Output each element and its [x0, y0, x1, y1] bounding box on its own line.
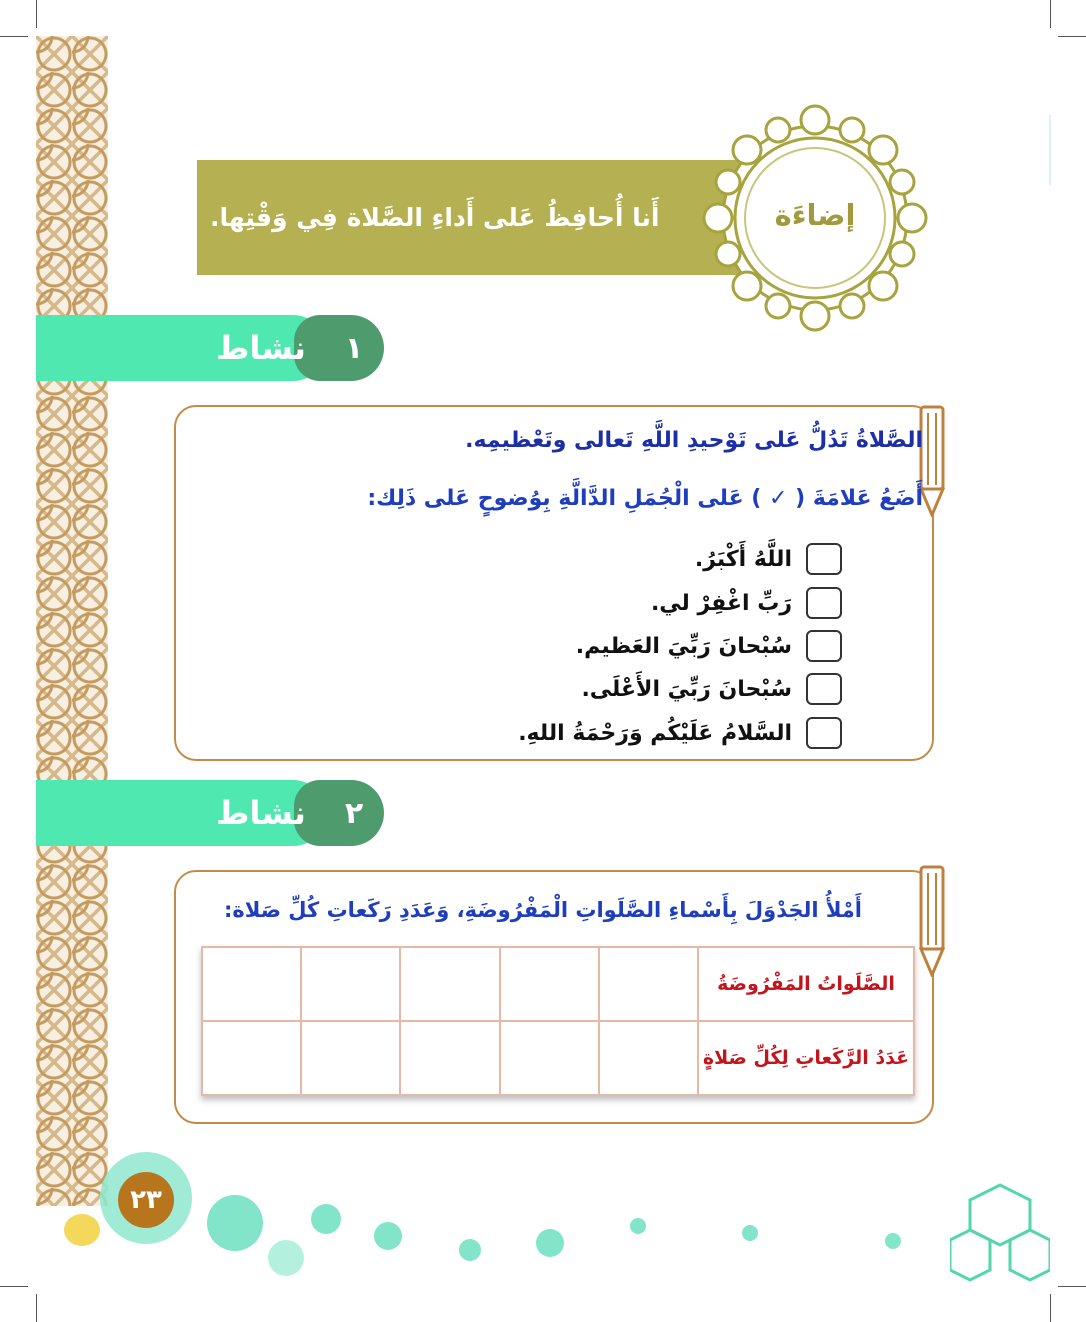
- crop-mark: [0, 36, 28, 37]
- crop-mark: [1058, 36, 1086, 37]
- row-header-rakat: عَدَدُ الرَّكَعاتِ لِكُلِّ صَلاةٍ: [698, 1021, 914, 1095]
- table-cell[interactable]: [500, 1021, 599, 1095]
- table-row: [202, 1021, 914, 1095]
- crop-mark: [36, 0, 37, 28]
- item-text: سُبْحانَ رَبِّيَ الأَعْلَى.: [581, 676, 792, 702]
- activity-1-instruction: أَضَعُ عَلامَةَ ( ✓ ) عَلى الْجُمَلِ الدَّالَّةِ بِوُضوحٍ عَلى ذَلِك:: [367, 486, 923, 511]
- checkbox[interactable]: [806, 673, 842, 705]
- list-item: [651, 586, 842, 620]
- prayers-table: [201, 946, 915, 1096]
- checkbox[interactable]: [806, 717, 842, 749]
- activity-1-label: نشاط: [216, 329, 306, 367]
- list-item: [581, 672, 842, 706]
- crop-mark: [1058, 1286, 1086, 1287]
- list-item: [695, 542, 842, 576]
- checkbox[interactable]: [806, 630, 842, 662]
- activity-2-instruction: أَمْلأُ الجَدْوَلَ بِأَسْماءِ الصَّلَواتِ الْمَفْرُوضَةِ، وَعَدَدِ رَكَعاتِ كُلِّ صَلاة:: [223, 898, 862, 922]
- checkbox[interactable]: [806, 543, 842, 575]
- footer-flowers-decoration: [60, 1140, 920, 1280]
- activity-2-number: ٢: [344, 795, 364, 831]
- table-cell[interactable]: [301, 947, 400, 1021]
- activity-2-label: نشاط: [216, 794, 306, 832]
- ornamental-border: [36, 36, 108, 1206]
- activity-1-box: [174, 405, 934, 761]
- pencil-icon: [919, 865, 945, 977]
- crop-mark: [1050, 0, 1051, 28]
- list-item: [518, 716, 842, 750]
- side-marker: [1049, 115, 1051, 185]
- activity-1-tab: [36, 315, 364, 381]
- ida-a-badge-label: إضاءَة: [774, 198, 856, 232]
- checkbox[interactable]: [806, 587, 842, 619]
- activity-1-intro: الصَّلاةُ تَدُلُّ عَلى تَوْحيدِ اللَّهِ تَعالى وتَعْظيمِه.: [465, 428, 923, 453]
- crop-mark: [0, 1286, 28, 1287]
- table-cell[interactable]: [202, 947, 301, 1021]
- table-cell[interactable]: [500, 947, 599, 1021]
- item-text: اللَّهُ أَكْبَرُ.: [694, 546, 792, 572]
- table-cell[interactable]: [599, 1021, 698, 1095]
- table-row: [202, 947, 914, 1021]
- table-cell[interactable]: [400, 947, 499, 1021]
- item-text: رَبِّ اغْفِرْ لي.: [650, 590, 792, 616]
- table-cell[interactable]: [202, 1021, 301, 1095]
- row-header-prayers: الصَّلَواتُ المَفْرُوضَةُ: [698, 947, 914, 1021]
- list-item: [576, 629, 842, 663]
- table-cell[interactable]: [599, 947, 698, 1021]
- item-text: السَّلامُ عَلَيْكُم وَرَحْمَةُ اللهِ.: [518, 720, 792, 746]
- geometric-corner-decoration: [950, 1180, 1050, 1286]
- table-cell[interactable]: [400, 1021, 499, 1095]
- crop-mark: [36, 1294, 37, 1322]
- crop-mark: [1050, 1294, 1051, 1322]
- item-text: سُبْحانَ رَبِّيَ العَظيم.: [575, 633, 792, 659]
- activity-1-number: ١: [344, 330, 364, 366]
- table-cell[interactable]: [301, 1021, 400, 1095]
- header-text: أَنا أُحافِظُ عَلى أَداءِ الصَّلاة فِي وَقْتِها.: [210, 203, 660, 232]
- page-number: ٢٣: [118, 1172, 174, 1228]
- activity-2-tab: [36, 780, 364, 846]
